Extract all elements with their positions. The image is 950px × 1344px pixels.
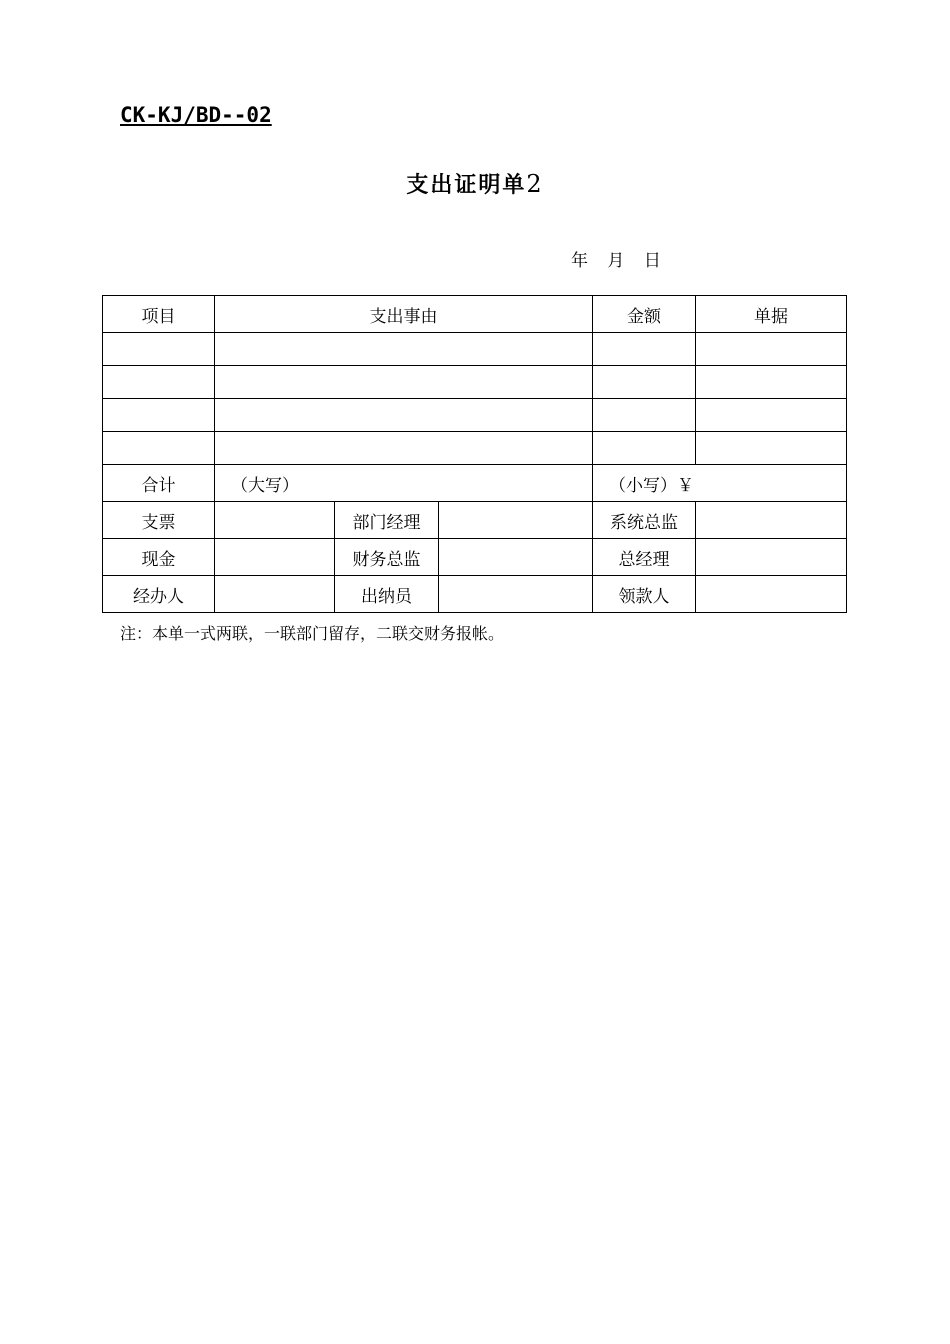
header-row — [103, 296, 847, 333]
signature-label: 总经理 — [593, 539, 696, 576]
header-receipt: 单据 — [696, 296, 847, 333]
table-row — [103, 432, 847, 465]
signature-cell[interactable] — [696, 576, 847, 613]
reason-cell[interactable] — [215, 366, 593, 399]
amount-cell[interactable] — [593, 399, 696, 432]
signature-cell[interactable] — [439, 502, 593, 539]
signature-label: 支票 — [103, 502, 215, 539]
page-title — [0, 168, 950, 199]
reason-cell[interactable] — [215, 399, 593, 432]
signature-row — [103, 502, 847, 539]
signature-label: 经办人 — [103, 576, 215, 613]
reason-cell[interactable] — [215, 333, 593, 366]
signature-row — [103, 539, 847, 576]
reason-cell[interactable] — [215, 432, 593, 465]
date-line — [571, 246, 675, 271]
signature-cell[interactable] — [215, 539, 335, 576]
signature-label: 出纳员 — [335, 576, 439, 613]
total-lower-amount[interactable]: （小写）￥ — [593, 465, 847, 502]
amount-cell[interactable] — [593, 432, 696, 465]
date-day-label: 日 — [643, 251, 661, 271]
table-row — [103, 399, 847, 432]
header-item: 项目 — [103, 296, 215, 333]
item-cell[interactable] — [103, 399, 215, 432]
table-row — [103, 333, 847, 366]
signature-cell[interactable] — [215, 502, 335, 539]
header-amount: 金额 — [593, 296, 696, 333]
title-number: 2 — [526, 170, 544, 198]
amount-cell[interactable] — [593, 366, 696, 399]
item-cell[interactable] — [103, 333, 215, 366]
signature-cell[interactable] — [215, 576, 335, 613]
document-code: CK-KJ/BD--02 — [120, 103, 272, 127]
footnote: 注：本单一式两联，一联部门留存，二联交财务报帐。 — [120, 624, 505, 643]
date-month-label: 月 — [607, 251, 625, 271]
expense-proof-table — [102, 295, 847, 613]
receipt-cell[interactable] — [696, 333, 847, 366]
signature-label: 系统总监 — [593, 502, 696, 539]
item-cell[interactable] — [103, 366, 215, 399]
receipt-cell[interactable] — [696, 399, 847, 432]
receipt-cell[interactable] — [696, 432, 847, 465]
receipt-cell[interactable] — [696, 366, 847, 399]
table-row — [103, 366, 847, 399]
item-cell[interactable] — [103, 432, 215, 465]
signature-cell[interactable] — [696, 539, 847, 576]
signature-label: 财务总监 — [335, 539, 439, 576]
signature-label: 领款人 — [593, 576, 696, 613]
signature-cell[interactable] — [439, 539, 593, 576]
signature-cell[interactable] — [439, 576, 593, 613]
total-upper-amount[interactable]: （大写） — [215, 465, 593, 502]
total-row — [103, 465, 847, 502]
signature-row — [103, 576, 847, 613]
signature-label: 现金 — [103, 539, 215, 576]
date-year-label: 年 — [571, 251, 588, 271]
header-reason: 支出事由 — [215, 296, 593, 333]
amount-cell[interactable] — [593, 333, 696, 366]
signature-cell[interactable] — [696, 502, 847, 539]
total-label: 合计 — [103, 465, 215, 502]
signature-label: 部门经理 — [335, 502, 439, 539]
title-text: 支出证明单 — [406, 172, 527, 198]
